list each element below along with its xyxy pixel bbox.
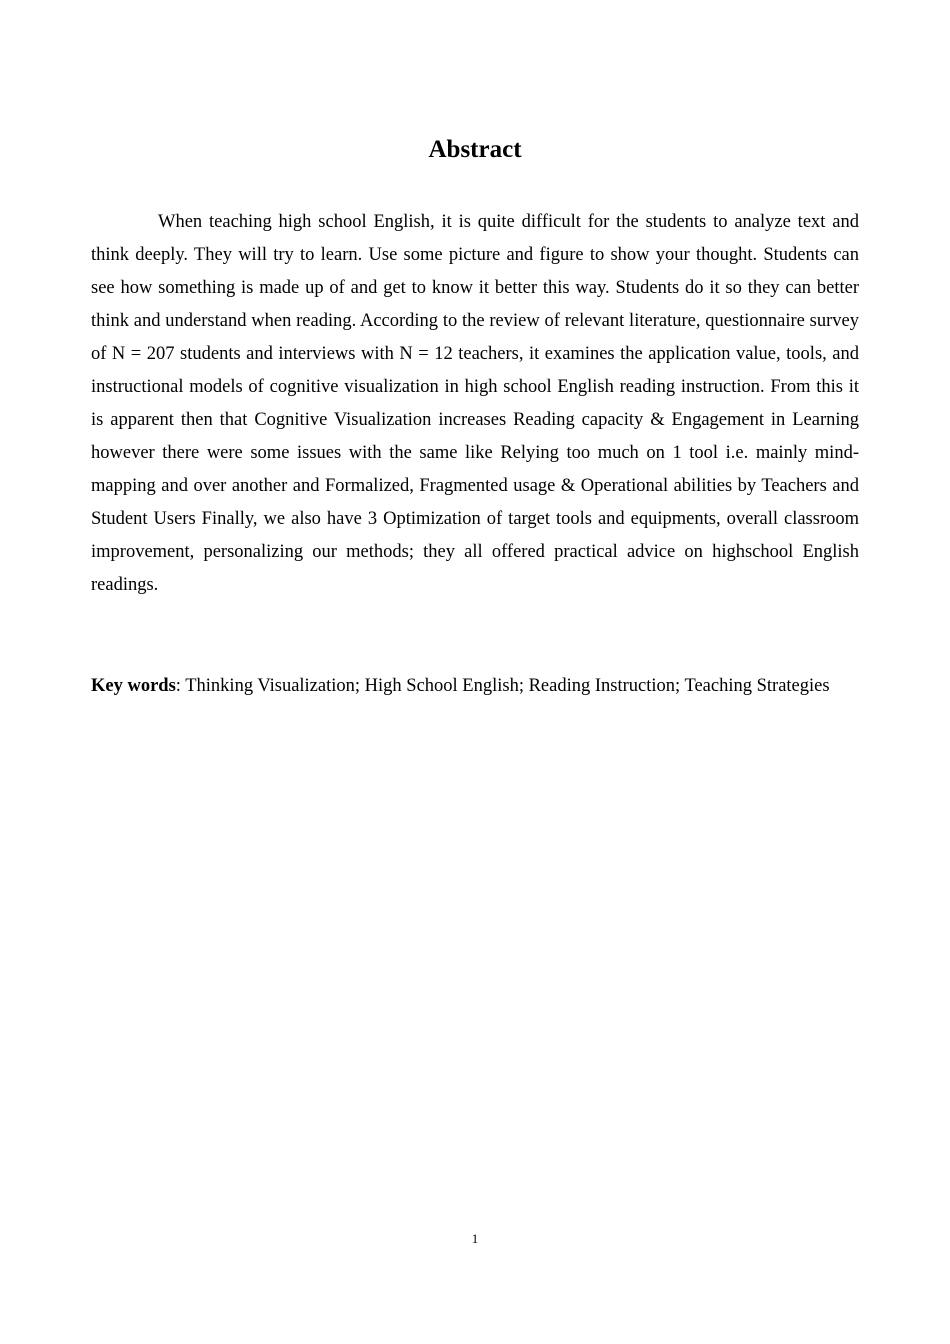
keywords-list: Thinking Visualization; High School English; Reading Instruction; Teaching Strategies <box>185 676 830 696</box>
abstract-title: Abstract <box>428 136 522 163</box>
keywords-label: Key words <box>91 676 176 696</box>
abstract-body: When teaching high school English, it is quite difficult for the students to analyze text and think deeply. They will try to learn. Use some picture and figure to show your thought. Students can see how something is made up of and get to know it better this way. Students do it so they can better think and understand when reading. According to the review of relevant literature, questionnaire survey of N = 207 students and interviews with N = 12 teachers, it examines the application value, tools, and instructional models of cognitive visualization in high school English reading instruction. From this it is apparent then that Cognitive Visualization increases Reading capacity & Engagement in Learning however there were some issues with the same like Relying too much on 1 tool i.e. mainly mind-mapping and over another and Formalized, Fragmented usage & Operational abilities by Teachers and Student Users Finally, we also have 3 Optimization of target tools and equipments, overall classroom improvement, personalizing our methods; they all offered practical advice on highschool English readings. <box>91 212 859 595</box>
page-number: 1 <box>471 1231 479 1246</box>
keywords-paragraph <box>91 670 859 703</box>
keywords-separator: : <box>175 676 186 696</box>
